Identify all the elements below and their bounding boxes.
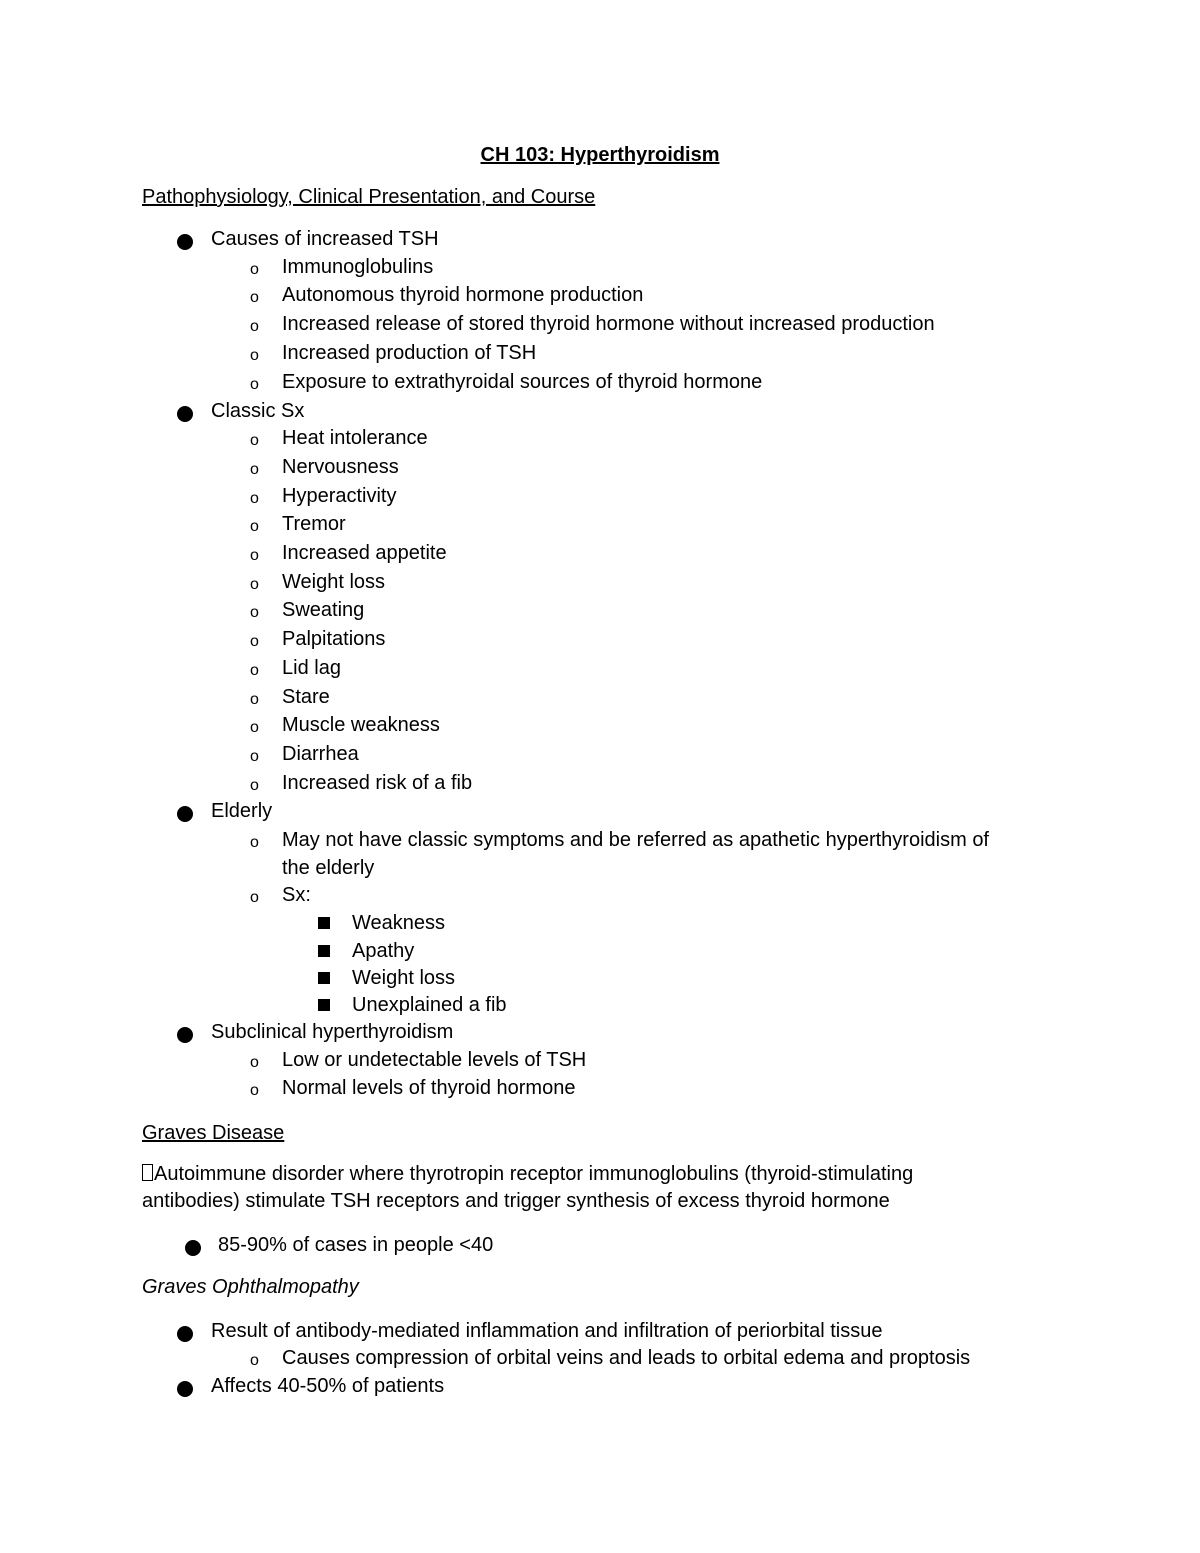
circle-bullet-icon: o — [250, 889, 259, 906]
circle-bullet-icon: o — [250, 662, 259, 679]
list-item: Increased risk of a fib — [282, 772, 473, 794]
list-item-continuation: the elderly — [282, 857, 375, 879]
section-heading-pathophysiology: Pathophysiology, Clinical Presentation, and Course — [142, 186, 596, 208]
list-item: Classic Sx — [211, 400, 305, 422]
list-item: Exposure to extrathyroidal sources of thyroid hormone — [282, 371, 763, 393]
circle-bullet-icon: o — [250, 376, 259, 393]
circle-bullet-icon: o — [250, 261, 259, 278]
circle-bullet-icon: o — [250, 547, 259, 564]
circle-bullet-icon: o — [250, 633, 259, 650]
bullet-icon — [177, 234, 193, 250]
list-item: Immunoglobulins — [282, 256, 434, 278]
paragraph — [142, 1161, 1002, 1215]
square-bullet-icon — [318, 972, 330, 984]
list-item: Weight loss — [352, 967, 456, 989]
circle-bullet-icon: o — [250, 518, 259, 535]
square-bullet-icon — [318, 945, 330, 957]
list-item: Stare — [282, 686, 330, 708]
list-item: Lid lag — [282, 657, 341, 679]
bullet-icon — [177, 1027, 193, 1043]
bullet-icon — [185, 1240, 201, 1256]
list-item: May not have classic symptoms and be referred as apathetic hyperthyroidism of — [282, 829, 989, 851]
page-title: CH 103: Hyperthyroidism — [480, 144, 720, 166]
list-item: Result of antibody-mediated inflammation and infiltration of periorbital tissue — [211, 1320, 883, 1342]
list-item: Sweating — [282, 599, 365, 621]
list-item: Unexplained a fib — [352, 994, 507, 1016]
section-heading-graves: Graves Disease — [142, 1122, 285, 1144]
list-item: Increased appetite — [282, 542, 447, 564]
circle-bullet-icon: o — [250, 604, 259, 621]
circle-bullet-icon: o — [250, 576, 259, 593]
list-item: Diarrhea — [282, 743, 359, 765]
bullet-icon — [177, 406, 193, 422]
list-item: Hyperactivity — [282, 485, 397, 507]
list-item: Muscle weakness — [282, 714, 440, 736]
list-item: Tremor — [282, 513, 346, 535]
bullet-icon — [177, 806, 193, 822]
bullet-icon — [177, 1381, 193, 1397]
paragraph-line: Autoimmune disorder where thyrotropin receptor immunoglobulins (thyroid-stimulating — [154, 1163, 914, 1185]
list-item: Nervousness — [282, 456, 399, 478]
list-item: Weight loss — [282, 571, 386, 593]
list-item: 85-90% of cases in people <40 — [218, 1234, 494, 1256]
circle-bullet-icon: o — [250, 461, 259, 478]
list-item: Heat intolerance — [282, 427, 428, 449]
list-item: Causes compression of orbital veins and leads to orbital edema and proptosis — [282, 1347, 971, 1369]
list-item: Sx: — [282, 884, 311, 906]
paragraph-line: antibodies) stimulate TSH receptors and trigger synthesis of excess thyroid hormone — [142, 1190, 890, 1212]
circle-bullet-icon: o — [250, 1352, 259, 1369]
circle-bullet-icon: o — [250, 719, 259, 736]
circle-bullet-icon: o — [250, 1082, 259, 1099]
square-bullet-icon — [318, 917, 330, 929]
bullet-icon — [177, 1326, 193, 1342]
list-item: Increased release of stored thyroid hormone without increased production — [282, 313, 935, 335]
list-item: Increased production of TSH — [282, 342, 537, 364]
circle-bullet-icon: o — [250, 289, 259, 306]
list-item: Affects 40-50% of patients — [211, 1375, 445, 1397]
list-item: Normal levels of thyroid hormone — [282, 1077, 576, 1099]
circle-bullet-icon: o — [250, 347, 259, 364]
list-item: Weakness — [352, 912, 446, 934]
list-item: Apathy — [352, 940, 415, 962]
list-item: Causes of increased TSH — [211, 228, 439, 250]
circle-bullet-icon: o — [250, 432, 259, 449]
circle-bullet-icon: o — [250, 777, 259, 794]
circle-bullet-icon: o — [250, 318, 259, 335]
circle-bullet-icon: o — [250, 691, 259, 708]
list-item: Subclinical hyperthyroidism — [211, 1021, 454, 1043]
circle-bullet-icon: o — [250, 834, 259, 851]
circle-bullet-icon: o — [250, 748, 259, 765]
list-item: Elderly — [211, 800, 273, 822]
section-heading-ophthalmopathy: Graves Ophthalmopathy — [142, 1276, 359, 1298]
list-item: Autonomous thyroid hormone production — [282, 284, 644, 306]
circle-bullet-icon: o — [250, 490, 259, 507]
list-item: Palpitations — [282, 628, 386, 650]
missing-glyph-icon — [142, 1164, 153, 1181]
circle-bullet-icon: o — [250, 1054, 259, 1071]
square-bullet-icon — [318, 999, 330, 1011]
list-item: Low or undetectable levels of TSH — [282, 1049, 587, 1071]
